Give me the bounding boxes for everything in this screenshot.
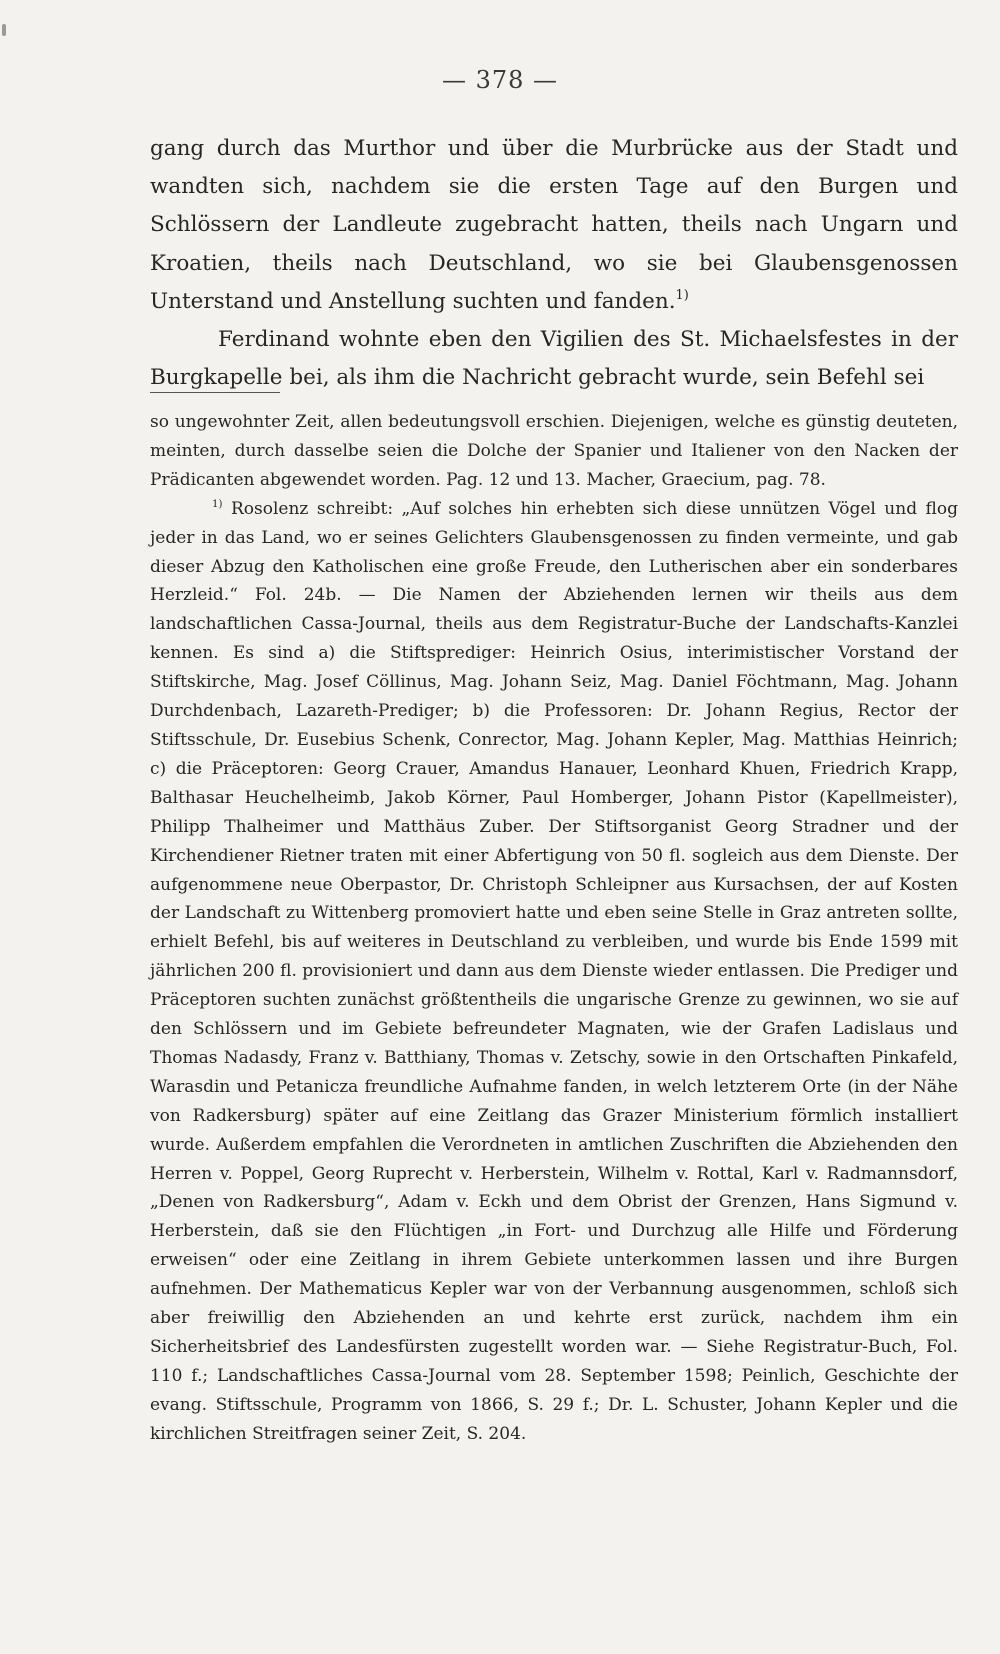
footnotes [150,408,958,1449]
main-text [150,130,958,397]
footnote-1 [150,495,958,1449]
footnote-1-text: Rosolenz schreibt: „Auf solches hin erhebten sich diese unnützen Vögel und flog jeder in das Land, wo er seines Gelichters Glaubensgenossen zu finden vermeinte, und gab dieser Abzug den Katholischen eine große Freude, den Lutherischen aber ein sonderbares Herzleid.“ Fol. 24b. — Die Namen der Abziehenden lernen wir theils aus dem landschaftlichen Cassa-Journal, theils aus dem Registratur-Buche der Landschafts-Kanzlei kennen. Es sind a) die Stiftsprediger: Heinrich Osius, interimistischer Vorstand der Stiftskirche, Mag. Josef Cöllinus, Mag. Johann Seiz, Mag. Daniel Föchtmann, Mag. Johann Durchdenbach, Lazareth-Prediger; b) die Professoren: Dr. Johann Regius, Rector der Stiftsschule, Dr. Eusebius Schenk, Conrector, Mag. Johann Kepler, Mag. Matthias Heinrich; c) die Präceptoren: Georg Crauer, Amandus Hanauer, Leonhard Khuen, Friedrich Krapp, Balthasar Heuchelheimb, Jakob Körner, Paul Homberger, Johann Pistor (Kapellmeister), Philipp Thalheimer und Matthäus Zuber. Der Stiftsorganist Georg Stradner und der Kirchendiener Rietner traten mit einer Abfertigung von 50 fl. sogleich aus dem Dienste. Der aufgenommene neue Oberpastor, Dr. Christoph Schleipner aus Kursachsen, der auf Kosten der Landschaft zu Wittenberg promoviert hatte und eben seine Stelle in Graz antreten sollte, erhielt Befehl, bis auf weiteres in Deutschland zu verbleiben, und wurde bis Ende 1599 mit jährlichen 200 fl. provisioniert und dann aus dem Dienste wieder entlassen. Die Prediger und Präceptoren suchten zunächst größtentheils die ungarische Grenze zu gewinnen, wo sie auf den Schlössern und im Gebiete befreundeter Magnaten, wie der Grafen Ladislaus und Thomas Nadasdy, Franz v. Batthiany, Thomas v. Zetschy, sowie in den Ortschaften Pinkafeld, Warasdin und Petanicza freundliche Aufnahme fanden, in welch letzterem Orte (in der Nähe von Radkersburg) später auf eine Zeitlang das Grazer Ministerium förmlich installiert wurde. Außerdem empfahlen die Verordneten in amtlichen Zuschriften die Abziehenden den Herren v. Poppel, Georg Ruprecht v. Herberstein, Wilhelm v. Rottal, Karl v. Radmannsdorf, „Denen von Radkersburg“, Adam v. Eckh und dem Obrist der Grenzen, Hans Sigmund v. Herberstein, daß sie den Flüchtigen „in Fort- und Durchzug alle Hilfe und Förderung erweisen“ oder eine Zeitlang in ihrem Gebiete unterkommen lassen und ihre Burgen aufnehmen. Der Mathematicus Kepler war von der Verbannung ausgenommen, schloß sich aber freiwillig den Abziehenden an und kehrte erst zurück, nachdem ihm ein Sicherheitsbrief des Landesfürsten zugestellt worden war. — Siehe Registratur-Buch, Fol. 110 f.; Landschaftliches Cassa-Journal vom 28. September 1598; Peinlich, Geschichte der evang. Stiftsschule, Programm von 1866, S. 29 f.; Dr. L. Schuster, Johann Kepler und die kirchlichen Streitfragen seiner Zeit, S. 204. [150,498,959,1444]
main-paragraph-1-text: gang durch das Murthor und über die Murbrücke aus der Stadt und wandten sich, nachdem sie die ersten Tage auf den Burgen und Schlössern der Landleute zugebracht hatten, theils nach Ungarn und Kroatien, theils nach Deutschland, wo sie bei Glaubensgenossen Unterstand und Anstellung suchten und fanden. [150,136,958,314]
footnote-continuation [150,408,958,495]
footnote-separator [150,392,280,393]
page-edge-mark [2,24,6,36]
main-paragraph-2 [150,321,958,397]
footnote-reference: 1) [675,287,689,303]
footnote-marker: 1) [212,498,223,510]
page-number: — 378 — [441,66,559,94]
footnote-continuation-text: so ungewohnter Zeit, allen bedeutungsvoll erschien. Diejenigen, welche es günstig deuteten, meinten, durch dasselbe seien die Dolche der Spanier und Italiener von den Nacken der Prädicanten abgewendet worden. Pag. 12 und 13. Macher, Graecium, pag. 78. [150,412,958,490]
main-paragraph-2-text: Ferdinand wohnte eben den Vigilien des St. Michaelsfestes in der Burgkapelle bei, als ihm die Nachricht gebracht wurde, sein Befehl sei [150,327,958,391]
main-paragraph-1 [150,130,958,321]
